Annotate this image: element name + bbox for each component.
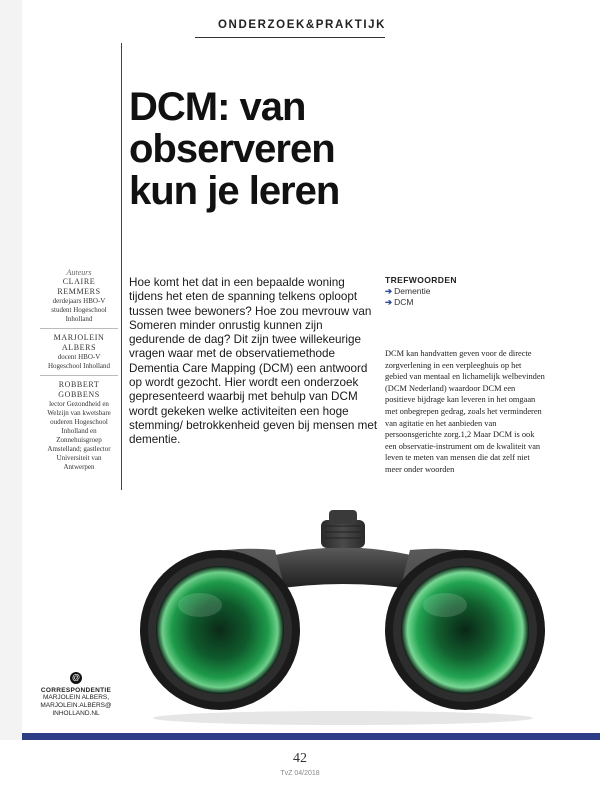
author-entry <box>40 380 118 476</box>
correspondence-name: MARJOLEIN ALBERS, <box>42 694 110 701</box>
author-role <box>40 353 118 371</box>
author-role-line: ouderen Hogeschool <box>50 418 108 426</box>
body-paragraph: DCM kan handvatten geven voor de directe zorgverlening in een verpleeghuis op het gebied van mentaal en lichamelijk welbevinden (DCM Nederland) waardoor DCM een positieve bijdrage kan leveren in het omgaan met onbegrepen gedrag, zoals het verminderen van agitatie en het aanbieden van persoonsgerichte zorg.1,2 Maar DCM is ook een observatie-instrument om de kwaliteit van leven te meten van mensen die dat zelf niet meer onder woorden <box>385 349 545 474</box>
title-line-2: observeren <box>129 127 335 171</box>
keyword-item[interactable] <box>385 286 457 297</box>
author-last-name: GOBBENS <box>58 390 100 399</box>
author-role-line: Inholland en <box>61 427 97 435</box>
vertical-divider <box>121 43 122 490</box>
author-role-line: Zonnehuisgroep <box>56 436 102 444</box>
footer-band <box>22 733 600 740</box>
binoculars-shadow <box>153 711 533 725</box>
section-underline <box>195 37 385 38</box>
section-label: ONDERZOEK&PRAKTIJK <box>218 19 387 31</box>
author-role-line: Welzijn van kwetsbare <box>47 409 111 417</box>
title-line-3: kun je leren <box>129 169 340 213</box>
binoculars-image <box>125 500 560 725</box>
author-entry <box>40 333 118 376</box>
issue-label: TvZ 04/2018 <box>280 770 320 777</box>
binoculars-bridge <box>269 548 417 591</box>
arrow-right-icon: ➔ <box>385 286 393 296</box>
author-role-line: Universiteit van <box>56 454 102 462</box>
keyword-label: Dementie <box>394 286 431 296</box>
author-role-line: Inholland <box>65 315 93 323</box>
author-role-line: derdejaars HBO-V <box>52 297 106 305</box>
focus-knob-top <box>329 510 357 524</box>
author-name <box>40 333 118 353</box>
author-role-line: lector Gezondheid en <box>49 400 109 408</box>
author-first-name: MARJOLEIN <box>53 333 105 342</box>
author-first-name: CLAIRE <box>62 277 96 286</box>
right-lens <box>401 566 529 694</box>
focus-knob <box>321 520 365 548</box>
author-role <box>40 400 118 472</box>
correspondence-block <box>40 672 112 718</box>
author-name <box>40 380 118 400</box>
author-name <box>40 277 118 297</box>
author-last-name: REMMERS <box>57 287 101 296</box>
keyword-label: DCM <box>394 297 414 307</box>
author-role <box>40 297 118 324</box>
author-role-line: Amstelland; gastlector <box>47 445 111 453</box>
author-role-line: Antwerpen <box>63 463 95 471</box>
page-number: 42 <box>293 751 307 766</box>
left-lens <box>156 566 284 694</box>
correspondence-heading: CORRESPONDENTIE <box>40 687 112 694</box>
page-margin <box>0 0 22 740</box>
author-last-name: ALBERS <box>61 343 97 352</box>
keyword-item[interactable] <box>385 297 457 308</box>
author-role-line: docent HBO-V <box>57 353 101 361</box>
arrow-right-icon: ➔ <box>385 297 393 307</box>
authors-label: Auteurs <box>66 268 92 277</box>
author-role-line: Hogeschool Inholland <box>47 362 110 370</box>
article-title <box>129 86 339 212</box>
title-line-1: DCM: van <box>129 85 306 129</box>
keywords-box <box>385 275 457 308</box>
author-entry <box>40 277 118 329</box>
at-sign-icon: @ <box>70 672 82 684</box>
correspondence-email[interactable]: MARJOLEIN.ALBERS@ <box>40 702 112 709</box>
authors-column <box>40 268 118 480</box>
keywords-heading: TREFWOORDEN <box>385 275 457 285</box>
author-role-line: student Hogeschool <box>51 306 107 314</box>
author-first-name: ROBBERT <box>58 380 100 389</box>
correspondence-email-domain[interactable]: INHOLLAND.NL <box>52 710 100 717</box>
intro-paragraph: Hoe komt het dat in een bepaalde woning tijdens het eten de spanning telkens oploopt tussen twee bewoners? Hoe zou mevrouw van Someren minder onrustig kunnen zijn gedurende de dag? Dit zijn twee willekeurige vragen waar met de observatiemethode Dementia Care Mapping (DCM) een antwoord op wordt gezocht. Hier wordt een onderzoek gepresenteerd waarbij met behulp van DCM wordt gekeken welke activiteiten een hoge stemming/ betrokkenheid geven bij mensen met dementie. <box>129 276 378 447</box>
